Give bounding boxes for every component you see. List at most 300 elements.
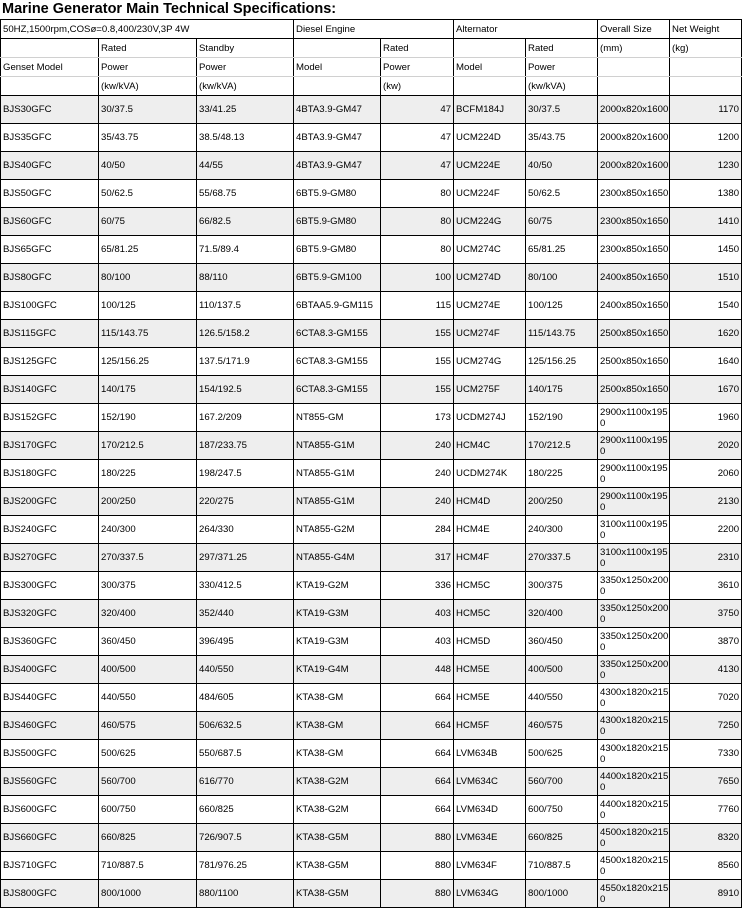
- overall-size-cell: 2400x850x1650: [598, 292, 670, 320]
- alternator-model-cell: UCM224D: [454, 124, 526, 152]
- alternator-power-cell: 240/300: [526, 516, 598, 544]
- engine-power-cell: 664: [381, 712, 454, 740]
- rated-power-cell: 80/100: [99, 264, 197, 292]
- net-weight-cell: 2060: [670, 460, 742, 488]
- engine-power-header: Power: [381, 58, 454, 77]
- overall-size-cell: 2900x1100x1950: [598, 432, 670, 460]
- net-weight-cell: 7650: [670, 768, 742, 796]
- genset-model-cell: BJS560GFC: [1, 768, 99, 796]
- alternator-power-cell: 125/156.25: [526, 348, 598, 376]
- net-weight-cell: 4130: [670, 656, 742, 684]
- standby-power-cell: 88/110: [197, 264, 294, 292]
- rated-power-cell: 660/825: [99, 824, 197, 852]
- engine-model-cell: KTA19-G2M: [294, 572, 381, 600]
- engine-model-cell: 6BT5.9-GM80: [294, 180, 381, 208]
- rated-power-cell: 400/500: [99, 656, 197, 684]
- engine-model-cell: NTA855-G1M: [294, 460, 381, 488]
- net-weight-cell: 1170: [670, 96, 742, 124]
- alternator-model-cell: UCM274D: [454, 264, 526, 292]
- engine-model-cell: KTA38-G2M: [294, 796, 381, 824]
- genset-model-cell: BJS40GFC: [1, 152, 99, 180]
- table-row: [1, 712, 742, 740]
- standby-power-cell: 167.2/209: [197, 404, 294, 432]
- overall-size-cell: 2500x850x1650: [598, 348, 670, 376]
- alternator-model-cell: HCM4F: [454, 544, 526, 572]
- genset-model-header-blank: [1, 39, 99, 58]
- standby-power-cell: 198/247.5: [197, 460, 294, 488]
- table-row: [1, 824, 742, 852]
- alternator-power-cell: 140/175: [526, 376, 598, 404]
- engine-model-cell: KTA38-GM: [294, 740, 381, 768]
- engine-power-cell: 47: [381, 124, 454, 152]
- genset-model-cell: BJS152GFC: [1, 404, 99, 432]
- alternator-power-cell: 710/887.5: [526, 852, 598, 880]
- genset-model-cell: BJS660GFC: [1, 824, 99, 852]
- rated-power-cell: 200/250: [99, 488, 197, 516]
- diesel-engine-group-header: Diesel Engine: [294, 20, 454, 39]
- net-weight-cell: 1670: [670, 376, 742, 404]
- engine-power-cell: 240: [381, 460, 454, 488]
- engine-power-cell: 80: [381, 236, 454, 264]
- rated-power-cell: 30/37.5: [99, 96, 197, 124]
- rated-power-cell: 65/81.25: [99, 236, 197, 264]
- engine-model-cell: KTA19-G3M: [294, 600, 381, 628]
- table-row: [1, 152, 742, 180]
- alt-model-header: Model: [454, 58, 526, 77]
- genset-model-cell: BJS50GFC: [1, 180, 99, 208]
- overall-size-cell: 3350x1250x2000: [598, 572, 670, 600]
- alternator-model-cell: HCM5C: [454, 600, 526, 628]
- net-weight-cell: 2310: [670, 544, 742, 572]
- engine-model-header-blank: [294, 39, 381, 58]
- table-row: [1, 432, 742, 460]
- table-row: [1, 628, 742, 656]
- alternator-power-cell: 560/700: [526, 768, 598, 796]
- alternator-model-cell: HCM5C: [454, 572, 526, 600]
- engine-model-cell: NTA855-G2M: [294, 516, 381, 544]
- alternator-power-cell: 100/125: [526, 292, 598, 320]
- alternator-power-cell: 40/50: [526, 152, 598, 180]
- alt-model-unit-blank: [454, 77, 526, 96]
- alternator-power-cell: 360/450: [526, 628, 598, 656]
- table-row: [1, 264, 742, 292]
- standby-unit-header: (kw/kVA): [197, 77, 294, 96]
- rated-power-cell: 460/575: [99, 712, 197, 740]
- standby-power-cell: 110/137.5: [197, 292, 294, 320]
- standby-power-header: Power: [197, 58, 294, 77]
- rated-power-cell: 800/1000: [99, 880, 197, 908]
- engine-power-cell: 664: [381, 768, 454, 796]
- net-weight-cell: 7250: [670, 712, 742, 740]
- genset-model-cell: BJS125GFC: [1, 348, 99, 376]
- alternator-model-cell: UCDM274J: [454, 404, 526, 432]
- net-weight-header: Net Weight: [670, 20, 742, 39]
- rated-power-cell: 170/212.5: [99, 432, 197, 460]
- standby-power-cell: 660/825: [197, 796, 294, 824]
- rated-power-cell: 180/225: [99, 460, 197, 488]
- net-weight-cell: 1200: [670, 124, 742, 152]
- size-unit-blank: [598, 77, 670, 96]
- standby-power-cell: 126.5/158.2: [197, 320, 294, 348]
- net-weight-cell: 1410: [670, 208, 742, 236]
- engine-model-cell: NTA855-G1M: [294, 432, 381, 460]
- size-header-blank: [598, 58, 670, 77]
- engine-power-cell: 336: [381, 572, 454, 600]
- alternator-model-cell: UCDM274K: [454, 460, 526, 488]
- alternator-power-cell: 600/750: [526, 796, 598, 824]
- overall-size-cell: 2500x850x1650: [598, 376, 670, 404]
- alternator-power-cell: 65/81.25: [526, 236, 598, 264]
- alternator-power-cell: 152/190: [526, 404, 598, 432]
- alternator-power-cell: 320/400: [526, 600, 598, 628]
- alternator-model-cell: HCM5D: [454, 628, 526, 656]
- genset-model-cell: BJS710GFC: [1, 852, 99, 880]
- alternator-model-cell: LVM634D: [454, 796, 526, 824]
- engine-power-cell: 403: [381, 600, 454, 628]
- alternator-power-cell: 300/375: [526, 572, 598, 600]
- alternator-power-cell: 460/575: [526, 712, 598, 740]
- alternator-model-cell: UCM274G: [454, 348, 526, 376]
- overall-size-cell: 3350x1250x2000: [598, 628, 670, 656]
- engine-model-cell: KTA19-G4M: [294, 656, 381, 684]
- engine-model-cell: 6BTAA5.9-GM115: [294, 292, 381, 320]
- rated-power-cell: 320/400: [99, 600, 197, 628]
- engine-power-cell: 155: [381, 376, 454, 404]
- rated-power-cell: 50/62.5: [99, 180, 197, 208]
- table-row: [1, 124, 742, 152]
- rated-unit-header: (kw/kVA): [99, 77, 197, 96]
- overall-size-cell: 2900x1100x1950: [598, 488, 670, 516]
- genset-model-cell: BJS800GFC: [1, 880, 99, 908]
- overall-size-cell: 4550x1820x2150: [598, 880, 670, 908]
- net-weight-cell: 2200: [670, 516, 742, 544]
- alternator-model-cell: UCM274F: [454, 320, 526, 348]
- weight-unit-blank: [670, 77, 742, 96]
- engine-model-cell: 6BT5.9-GM80: [294, 208, 381, 236]
- overall-size-cell: 4300x1820x2150: [598, 684, 670, 712]
- overall-size-cell: 2300x850x1650: [598, 180, 670, 208]
- overall-size-cell: 2900x1100x1950: [598, 404, 670, 432]
- genset-model-cell: BJS140GFC: [1, 376, 99, 404]
- rated-power-cell: 560/700: [99, 768, 197, 796]
- table-row: [1, 516, 742, 544]
- alternator-model-cell: UCM275F: [454, 376, 526, 404]
- standby-power-cell: 396/495: [197, 628, 294, 656]
- rated-power-cell: 125/156.25: [99, 348, 197, 376]
- engine-power-cell: 664: [381, 796, 454, 824]
- genset-model-cell: BJS460GFC: [1, 712, 99, 740]
- rated-power-cell: 60/75: [99, 208, 197, 236]
- overall-size-cell: 4500x1820x2150: [598, 852, 670, 880]
- mm-header: (mm): [598, 39, 670, 58]
- net-weight-cell: 3870: [670, 628, 742, 656]
- alternator-model-cell: HCM5E: [454, 684, 526, 712]
- engine-model-cell: 6CTA8.3-GM155: [294, 376, 381, 404]
- table-row: [1, 488, 742, 516]
- alternator-model-cell: LVM634B: [454, 740, 526, 768]
- overall-size-cell: 2000x820x1600: [598, 124, 670, 152]
- engine-power-cell: 448: [381, 656, 454, 684]
- engine-power-cell: 880: [381, 880, 454, 908]
- table-row: [1, 292, 742, 320]
- alternator-model-cell: BCFM184J: [454, 96, 526, 124]
- rated-header: Rated: [99, 39, 197, 58]
- engine-unit-header: (kw): [381, 77, 454, 96]
- engine-model-cell: NTA855-G1M: [294, 488, 381, 516]
- genset-model-cell: BJS100GFC: [1, 292, 99, 320]
- net-weight-cell: 2020: [670, 432, 742, 460]
- table-header: [1, 20, 742, 96]
- alt-model-header-blank: [454, 39, 526, 58]
- standby-power-cell: 880/1100: [197, 880, 294, 908]
- alternator-model-cell: UCM224E: [454, 152, 526, 180]
- engine-power-cell: 880: [381, 852, 454, 880]
- genset-model-header: Genset Model: [1, 58, 99, 77]
- alternator-model-cell: UCM224G: [454, 208, 526, 236]
- net-weight-cell: 7330: [670, 740, 742, 768]
- net-weight-cell: 3750: [670, 600, 742, 628]
- overall-size-cell: 4500x1820x2150: [598, 824, 670, 852]
- standby-power-cell: 38.5/48.13: [197, 124, 294, 152]
- standby-power-cell: 550/687.5: [197, 740, 294, 768]
- overall-size-cell: 2300x850x1650: [598, 236, 670, 264]
- engine-model-cell: KTA38-GM: [294, 684, 381, 712]
- alternator-model-cell: UCM274C: [454, 236, 526, 264]
- alternator-model-cell: UCM274E: [454, 292, 526, 320]
- conditions-cell: 50HZ,1500rpm,COSø=0.8,400/230V,3P 4W: [1, 20, 294, 39]
- genset-model-cell: BJS320GFC: [1, 600, 99, 628]
- standby-power-cell: 66/82.5: [197, 208, 294, 236]
- weight-header-blank: [670, 58, 742, 77]
- standby-power-cell: 352/440: [197, 600, 294, 628]
- rated-power-cell: 152/190: [99, 404, 197, 432]
- table-row: [1, 320, 742, 348]
- standby-power-cell: 264/330: [197, 516, 294, 544]
- engine-power-cell: 240: [381, 488, 454, 516]
- table-row: [1, 544, 742, 572]
- table-body: [1, 96, 742, 908]
- table-row: [1, 376, 742, 404]
- table-row: [1, 460, 742, 488]
- alternator-power-cell: 35/43.75: [526, 124, 598, 152]
- standby-power-cell: 154/192.5: [197, 376, 294, 404]
- standby-power-cell: 440/550: [197, 656, 294, 684]
- alternator-power-cell: 800/1000: [526, 880, 598, 908]
- genset-model-cell: BJS600GFC: [1, 796, 99, 824]
- page-title: Marine Generator Main Technical Specifications:: [2, 1, 337, 17]
- standby-power-cell: 330/412.5: [197, 572, 294, 600]
- genset-model-cell: BJS80GFC: [1, 264, 99, 292]
- alternator-model-cell: HCM5F: [454, 712, 526, 740]
- overall-size-cell: 2300x850x1650: [598, 208, 670, 236]
- engine-model-cell: KTA38-G2M: [294, 768, 381, 796]
- rated-power-cell: 270/337.5: [99, 544, 197, 572]
- table-row: [1, 880, 742, 908]
- rated-power-cell: 600/750: [99, 796, 197, 824]
- engine-power-cell: 317: [381, 544, 454, 572]
- alternator-power-cell: 660/825: [526, 824, 598, 852]
- alternator-power-cell: 270/337.5: [526, 544, 598, 572]
- engine-model-unit-blank: [294, 77, 381, 96]
- rated-power-cell: 440/550: [99, 684, 197, 712]
- engine-power-cell: 115: [381, 292, 454, 320]
- standby-power-cell: 55/68.75: [197, 180, 294, 208]
- overall-size-cell: 3350x1250x2000: [598, 600, 670, 628]
- engine-power-cell: 100: [381, 264, 454, 292]
- engine-model-cell: NTA855-G4M: [294, 544, 381, 572]
- genset-model-cell: BJS440GFC: [1, 684, 99, 712]
- rated-power-cell: 140/175: [99, 376, 197, 404]
- engine-model-cell: 4BTA3.9-GM47: [294, 124, 381, 152]
- alternator-power-cell: 60/75: [526, 208, 598, 236]
- alternator-power-cell: 440/550: [526, 684, 598, 712]
- table-row: [1, 404, 742, 432]
- genset-model-cell: BJS500GFC: [1, 740, 99, 768]
- engine-power-cell: 155: [381, 348, 454, 376]
- genset-model-cell: BJS30GFC: [1, 96, 99, 124]
- overall-size-cell: 4300x1820x2150: [598, 712, 670, 740]
- table-row: [1, 656, 742, 684]
- alternator-power-cell: 500/625: [526, 740, 598, 768]
- rated-power-cell: 240/300: [99, 516, 197, 544]
- rated-power-cell: 40/50: [99, 152, 197, 180]
- standby-power-cell: 297/371.25: [197, 544, 294, 572]
- net-weight-cell: 1510: [670, 264, 742, 292]
- table-row: [1, 796, 742, 824]
- alternator-power-cell: 50/62.5: [526, 180, 598, 208]
- net-weight-cell: 1540: [670, 292, 742, 320]
- net-weight-cell: 3610: [670, 572, 742, 600]
- net-weight-cell: 8560: [670, 852, 742, 880]
- overall-size-header: Overall Size: [598, 20, 670, 39]
- overall-size-cell: 3350x1250x2000: [598, 656, 670, 684]
- genset-model-cell: BJS240GFC: [1, 516, 99, 544]
- genset-model-cell: BJS115GFC: [1, 320, 99, 348]
- overall-size-cell: 3100x1100x1950: [598, 544, 670, 572]
- alternator-power-cell: 200/250: [526, 488, 598, 516]
- overall-size-cell: 2000x820x1600: [598, 152, 670, 180]
- engine-model-header: Model: [294, 58, 381, 77]
- rated-power-cell: 100/125: [99, 292, 197, 320]
- rated-power-cell: 35/43.75: [99, 124, 197, 152]
- rated-power-cell: 300/375: [99, 572, 197, 600]
- table-row: [1, 236, 742, 264]
- genset-unit-blank: [1, 77, 99, 96]
- table-row: [1, 740, 742, 768]
- standby-power-cell: 484/605: [197, 684, 294, 712]
- overall-size-cell: 3100x1100x1950: [598, 516, 670, 544]
- rated-power-cell: 710/887.5: [99, 852, 197, 880]
- engine-power-cell: 880: [381, 824, 454, 852]
- alt-rated-header: Rated: [526, 39, 598, 58]
- net-weight-cell: 1230: [670, 152, 742, 180]
- engine-model-cell: 4BTA3.9-GM47: [294, 152, 381, 180]
- genset-model-cell: BJS65GFC: [1, 236, 99, 264]
- standby-power-cell: 726/907.5: [197, 824, 294, 852]
- overall-size-cell: 4400x1820x2150: [598, 796, 670, 824]
- engine-model-cell: 6BT5.9-GM100: [294, 264, 381, 292]
- engine-model-cell: 6BT5.9-GM80: [294, 236, 381, 264]
- engine-power-cell: 80: [381, 208, 454, 236]
- alternator-power-cell: 400/500: [526, 656, 598, 684]
- overall-size-cell: 2400x850x1650: [598, 264, 670, 292]
- engine-power-cell: 284: [381, 516, 454, 544]
- alternator-model-cell: LVM634F: [454, 852, 526, 880]
- alternator-model-cell: UCM224F: [454, 180, 526, 208]
- overall-size-cell: 2900x1100x1950: [598, 460, 670, 488]
- engine-power-cell: 47: [381, 96, 454, 124]
- alternator-model-cell: LVM634E: [454, 824, 526, 852]
- alt-power-header: Power: [526, 58, 598, 77]
- table-row: [1, 180, 742, 208]
- standby-header: Standby: [197, 39, 294, 58]
- standby-power-cell: 220/275: [197, 488, 294, 516]
- net-weight-cell: 2130: [670, 488, 742, 516]
- rated-power-cell: 500/625: [99, 740, 197, 768]
- genset-model-cell: BJS60GFC: [1, 208, 99, 236]
- net-weight-cell: 8910: [670, 880, 742, 908]
- table-row: [1, 852, 742, 880]
- engine-power-cell: 664: [381, 684, 454, 712]
- engine-model-cell: KTA19-G3M: [294, 628, 381, 656]
- engine-power-cell: 47: [381, 152, 454, 180]
- standby-power-cell: 33/41.25: [197, 96, 294, 124]
- engine-model-cell: 6CTA8.3-GM155: [294, 348, 381, 376]
- table-row: [1, 572, 742, 600]
- engine-power-cell: 80: [381, 180, 454, 208]
- table-row: [1, 684, 742, 712]
- engine-model-cell: KTA38-GM: [294, 712, 381, 740]
- engine-model-cell: 4BTA3.9-GM47: [294, 96, 381, 124]
- standby-power-cell: 187/233.75: [197, 432, 294, 460]
- table-row: [1, 348, 742, 376]
- overall-size-cell: 2500x850x1650: [598, 320, 670, 348]
- engine-model-cell: NT855-GM: [294, 404, 381, 432]
- alternator-model-cell: LVM634G: [454, 880, 526, 908]
- alternator-model-cell: HCM4E: [454, 516, 526, 544]
- net-weight-cell: 1380: [670, 180, 742, 208]
- table-row: [1, 768, 742, 796]
- overall-size-cell: 4300x1820x2150: [598, 740, 670, 768]
- alternator-power-cell: 30/37.5: [526, 96, 598, 124]
- engine-model-cell: KTA38-G5M: [294, 880, 381, 908]
- engine-power-cell: 155: [381, 320, 454, 348]
- alt-unit-header: (kw/kVA): [526, 77, 598, 96]
- alternator-power-cell: 80/100: [526, 264, 598, 292]
- net-weight-cell: 7020: [670, 684, 742, 712]
- net-weight-cell: 1640: [670, 348, 742, 376]
- table-row: [1, 600, 742, 628]
- net-weight-cell: 1620: [670, 320, 742, 348]
- rated-power-cell: 115/143.75: [99, 320, 197, 348]
- genset-model-cell: BJS180GFC: [1, 460, 99, 488]
- net-weight-cell: 1450: [670, 236, 742, 264]
- genset-model-cell: BJS270GFC: [1, 544, 99, 572]
- rated-power-cell: 360/450: [99, 628, 197, 656]
- standby-power-cell: 44/55: [197, 152, 294, 180]
- spec-table: [0, 19, 742, 908]
- table-row: [1, 208, 742, 236]
- engine-power-cell: 240: [381, 432, 454, 460]
- genset-model-cell: BJS35GFC: [1, 124, 99, 152]
- alternator-model-cell: HCM4C: [454, 432, 526, 460]
- alternator-model-cell: HCM4D: [454, 488, 526, 516]
- engine-model-cell: KTA38-G5M: [294, 852, 381, 880]
- table-row: [1, 96, 742, 124]
- engine-power-cell: 173: [381, 404, 454, 432]
- standby-power-cell: 71.5/89.4: [197, 236, 294, 264]
- alternator-power-cell: 170/212.5: [526, 432, 598, 460]
